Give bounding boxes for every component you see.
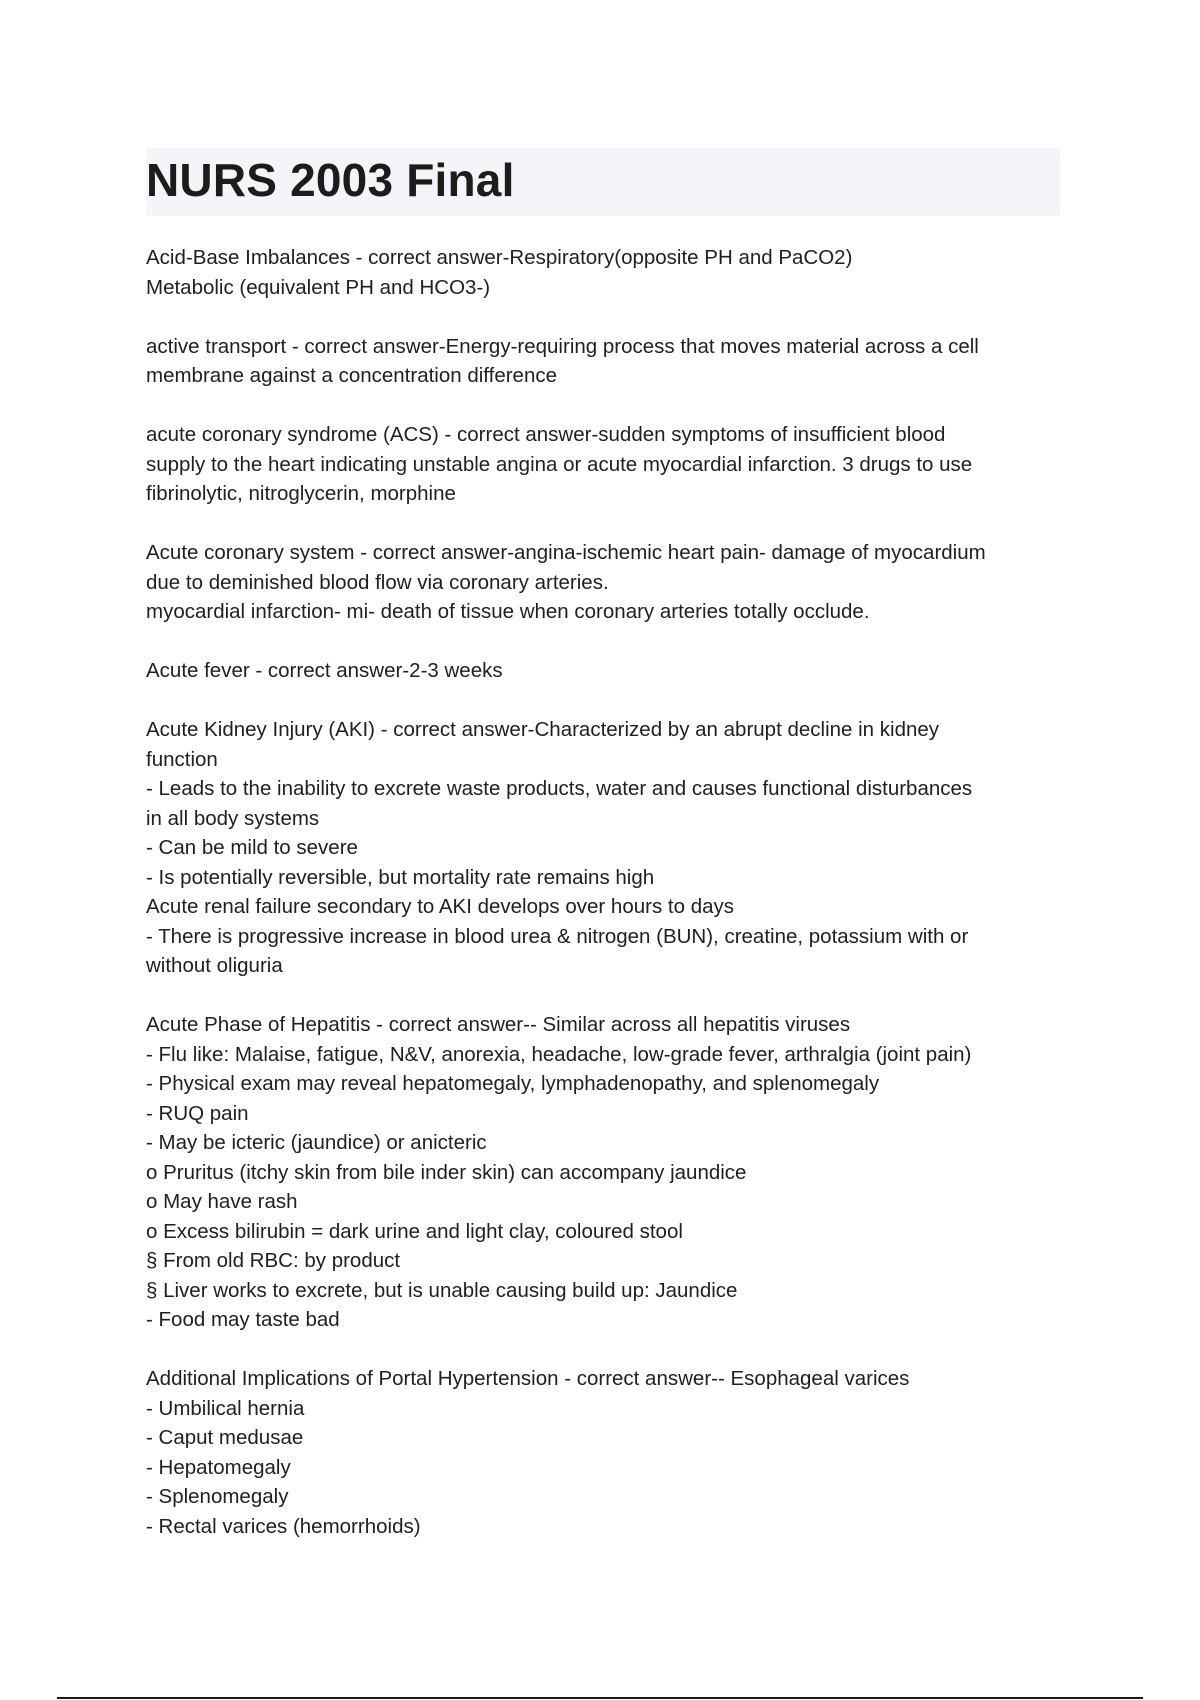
entry-active-transport <box>146 332 1066 391</box>
entry-line: - Flu like: Malaise, fatigue, N&V, anorexia, headache, low-grade fever, arthralgia (joint pain) <box>146 1042 972 1066</box>
entry-line: - Leads to the inability to excrete waste products, water and causes functional disturbances <box>146 777 973 800</box>
entry-line: - Splenomegaly <box>146 1485 289 1508</box>
entry-line: function <box>146 747 218 771</box>
footer-divider <box>57 1697 1143 1699</box>
entry-line: supply to the heart indicating unstable angina or acute myocardial infarction. 3 drugs to use <box>146 452 973 476</box>
entry-line: Acute coronary system - correct answer-angina-ischemic heart pain- damage of myocardium <box>146 541 986 564</box>
entry-line: - Caput medusae <box>146 1426 304 1449</box>
entry-line: - Can be mild to severe <box>146 836 358 859</box>
entry-line: - Umbilical hernia <box>146 1396 305 1420</box>
entry-acute-phase-hepatitis <box>146 1010 1066 1335</box>
entry-line: o Pruritus (itchy skin from bile inder skin) can accompany jaundice <box>146 1160 747 1184</box>
entry-line: - Hepatomegaly <box>146 1455 291 1479</box>
entry-line: in all body systems <box>146 806 320 830</box>
document-title: NURS 2003 Final <box>146 154 515 206</box>
entry-line: due to deminished blood flow via coronary arteries. <box>146 570 609 594</box>
entry-line: membrane against a concentration difference <box>146 364 558 387</box>
title-band <box>146 148 1060 216</box>
entry-line: - Rectal varices (hemorrhoids) <box>146 1514 421 1538</box>
entry-line: Additional Implications of Portal Hypertension - correct answer-- Esophageal varices <box>146 1367 910 1390</box>
entry-acute-coronary-syndrome <box>146 420 1066 509</box>
entry-acute-kidney-injury <box>146 715 1066 981</box>
entry-line: Acid-Base Imbalances - correct answer-Respiratory(opposite PH and PaCO2) <box>146 246 853 269</box>
entry-acid-base-imbalances <box>146 243 1066 302</box>
entry-line: - May be icteric (jaundice) or anicteric <box>146 1131 487 1154</box>
entry-line: - Is potentially reversible, but mortality rate remains high <box>146 865 655 889</box>
entry-line: Acute Phase of Hepatitis - correct answer-- Similar across all hepatitis viruses <box>146 1013 851 1036</box>
document-body <box>146 243 1066 1571</box>
entry-line: Metabolic (equivalent PH and HCO3-) <box>146 275 491 299</box>
entry-line: - Physical exam may reveal hepatomegaly, lymphadenopathy, and splenomegaly <box>146 1072 880 1095</box>
entry-line: active transport - correct answer-Energy-requiring process that moves material across a cell <box>146 334 979 358</box>
entry-line: Acute Kidney Injury (AKI) - correct answer-Characterized by an abrupt decline in kidney <box>146 718 940 741</box>
entry-acute-coronary-system <box>146 538 1066 627</box>
entry-line: o May have rash <box>146 1190 298 1213</box>
entry-line: acute coronary syndrome (ACS) - correct answer-sudden symptoms of insufficient blood <box>146 423 946 446</box>
entry-line: § Liver works to excrete, but is unable causing build up: Jaundice <box>146 1278 738 1302</box>
entry-line: o Excess bilirubin = dark urine and light clay, coloured stool <box>146 1219 683 1243</box>
entry-line: - Food may taste bad <box>146 1308 340 1331</box>
entry-acute-fever <box>146 656 1066 686</box>
entry-line: - There is progressive increase in blood urea & nitrogen (BUN), creatine, potassium with or <box>146 924 969 948</box>
entry-line: - RUQ pain <box>146 1101 249 1125</box>
entry-line: fibrinolytic, nitroglycerin, morphine <box>146 482 456 505</box>
entry-line: without oliguria <box>146 954 283 977</box>
entry-line: § From old RBC: by product <box>146 1249 401 1272</box>
entry-line: Acute fever - correct answer-2-3 weeks <box>146 659 503 682</box>
entry-line: Acute renal failure secondary to AKI develops over hours to days <box>146 895 735 918</box>
entry-portal-hypertension <box>146 1364 1066 1541</box>
entry-line: myocardial infarction- mi- death of tissue when coronary arteries totally occlude. <box>146 600 870 623</box>
